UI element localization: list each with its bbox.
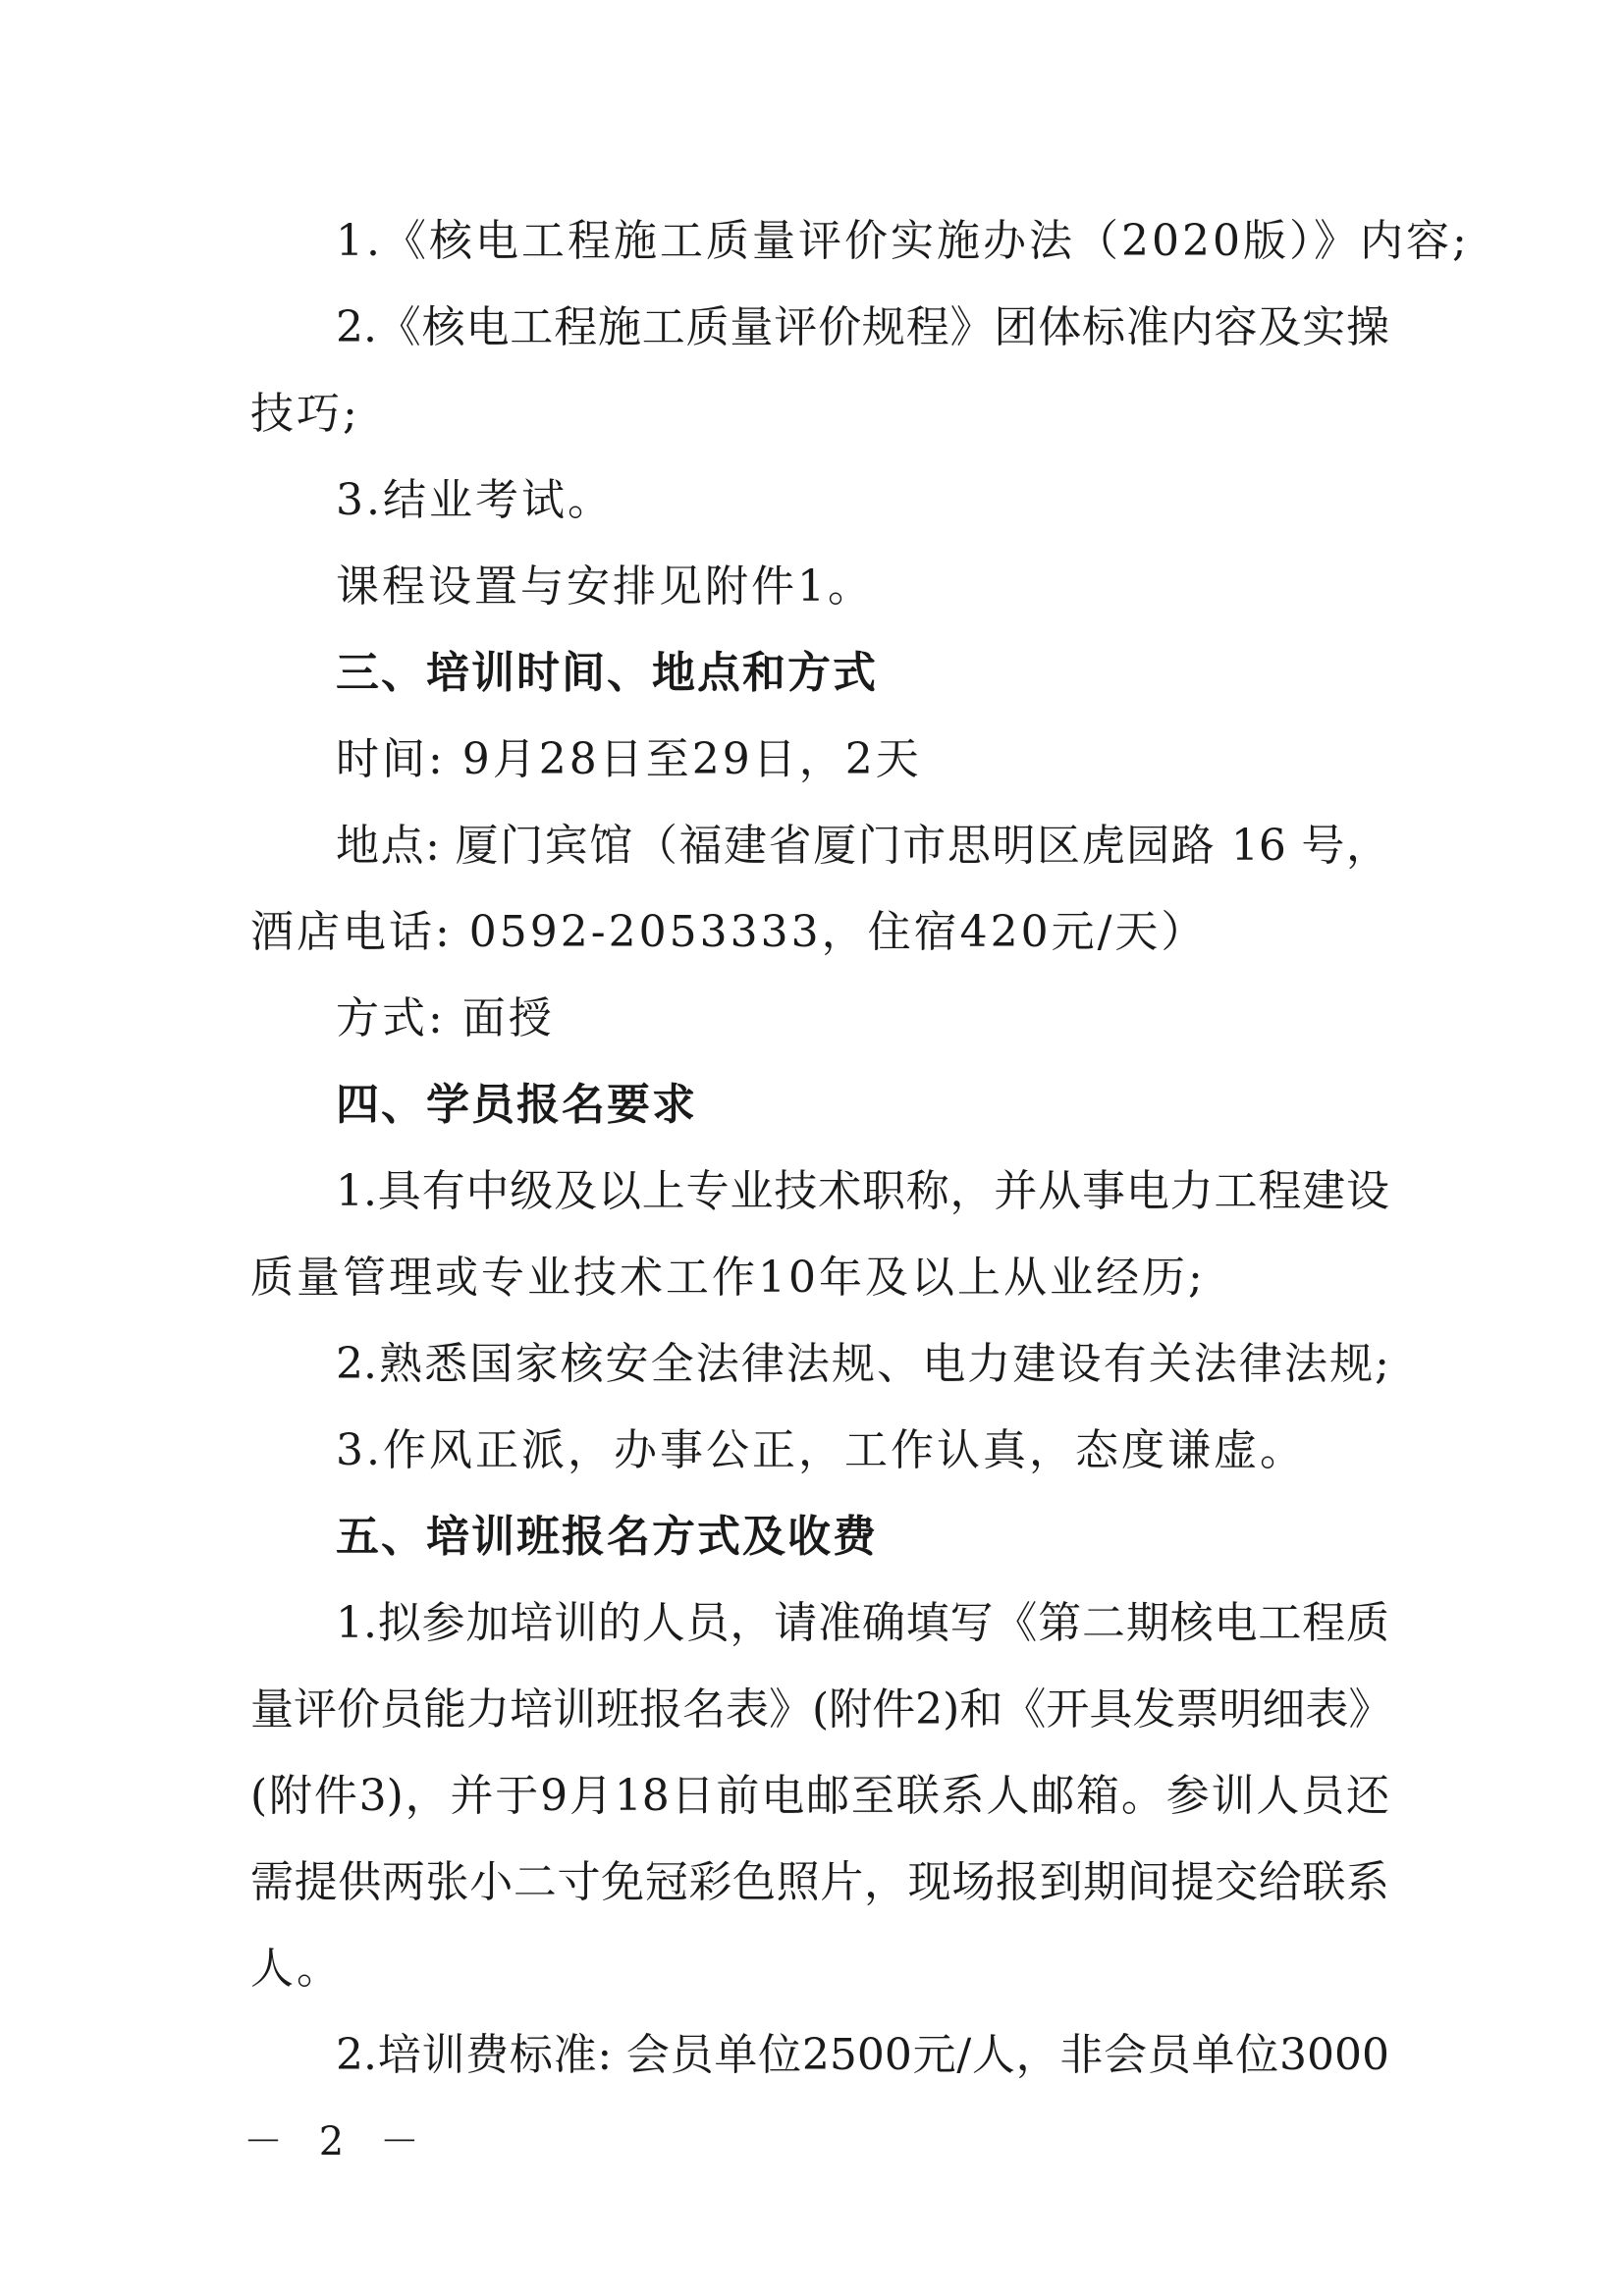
requirement-2: 2.熟悉国家核安全法律法规、电力建设有关法律法规;	[336, 1339, 1389, 1389]
requirement-3: 3.作风正派，办事公正，工作认真，态度谦虚。	[336, 1425, 1306, 1475]
section-heading-requirements: 四、学员报名要求	[336, 1080, 697, 1130]
requirement-1: 1.具有中级及以上专业技术职称，并从事电力工程建设	[336, 1166, 1389, 1216]
training-method: 方式: 面授	[336, 993, 555, 1043]
course-item-1: 1.《核电工程施工质量评价实施办法（2020版）》内容;	[336, 216, 1470, 266]
training-time: 时间: 9月28日至29日，2天	[336, 734, 922, 784]
course-item-2-continued: 技巧;	[250, 389, 360, 439]
registration-item-1: 1.拟参加培训的人员，请准确填写《第二期核电工程质	[336, 1598, 1389, 1648]
registration-item-1-line-4: 需提供两张小二寸免冠彩色照片，现场报到期间提交给联系	[250, 1857, 1389, 1907]
registration-item-1-line-2: 量评价员能力培训班报名表》(附件2)和《开具发票明细表》	[250, 1684, 1392, 1735]
section-heading-time-place: 三、培训时间、地点和方式	[336, 648, 878, 698]
page-number: － 2 －	[244, 2119, 431, 2164]
course-schedule-note: 课程设置与安排见附件1。	[336, 561, 874, 612]
section-heading-registration: 五、培训班报名方式及收费	[336, 1512, 878, 1562]
registration-fee: 2.培训费标准: 会员单位2500元/人，非会员单位3000	[336, 2030, 1389, 2080]
training-location: 地点: 厦门宾馆（福建省厦门市思明区虎园路 16 号，	[336, 821, 1389, 871]
requirement-1-continued: 质量管理或专业技术工作10年及以上从业经历;	[250, 1253, 1206, 1303]
course-item-2: 2.《核电工程施工质量评价规程》团体标准内容及实操	[336, 302, 1389, 352]
registration-item-1-line-5: 人。	[250, 1944, 343, 1994]
hotel-phone: 酒店电话: 0592-2053333，住宿420元/天）	[250, 907, 1208, 957]
course-item-3: 3.结业考试。	[336, 475, 614, 525]
registration-item-1-line-3: (附件3)，并于9月18日前电邮至联系人邮箱。参训人员还	[250, 1771, 1389, 1821]
